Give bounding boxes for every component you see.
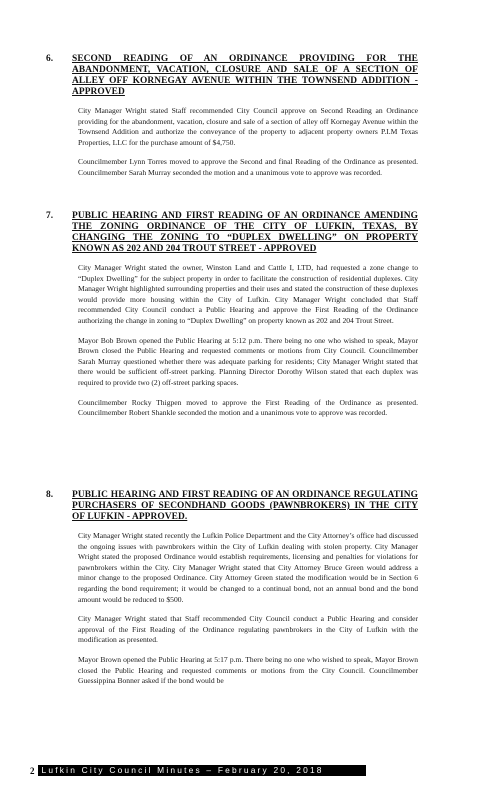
item-paragraph: City Manager Wright stated the owner, Winston Land and Cattle I, LTD, had requested a zone change to “Duplex Dwelling” for the subject property in order to facilitate the construction of residential duplexes. City Manager Wright highlighted surrounding properties and their uses and stated the construction of these duplexes would provide more housing within the City of Lufkin. City Manager Wright concluded that Staff recommended City Council conduct a Public Hearing and approve the First Reading of the Ordinance authorizing the change in zoning to “Duplex Dwelling” on property known as 202 and 204 Trout Street. [78, 263, 418, 325]
item-paragraph: Mayor Brown opened the Public Hearing at 5:17 p.m. There being no one who wished to speak, Mayor Brown closed the Public Hearing and requested comments or motions from the City Council. Councilmember Guessippina Bonner asked if the bond would be [78, 654, 418, 686]
item-paragraph: Mayor Bob Brown opened the Public Hearing at 5:12 p.m. There being no one who wished to speak, Mayor Brown closed the Public Hearing and requested comments or motions from City Council. Councilmember Sarah Murray questioned whether there was adequate parking for residents; City Manager Wright stated that there would be sufficient off-street parking. Planning Director Dorothy Wilson stated that each duplex was required to provide two (2) off-street parking spaces. [78, 335, 418, 387]
item-paragraph: Councilmember Rocky Thigpen moved to approve the First Reading of the Ordinance as presented. Councilmember Robert Shankle seconded the motion and a unanimous vote to approve was recorded. [78, 397, 418, 418]
agenda-item-6 [46, 54, 418, 188]
item-paragraph: Councilmember Lynn Torres moved to approve the Second and final Reading of the Ordinance as presented. Councilmember Sarah Murray seconded the motion and a unanimous vote to approve was recorded. [78, 157, 418, 177]
item-heading: PUBLIC HEARING AND FIRST READING OF AN ORDINANCE REGULATING PURCHASERS OF SECONDHAND GOODS (PAWNBROKERS) IN THE CITY OF LUFKIN - APPROVED. [72, 490, 418, 522]
item-paragraph: City Manager Wright stated Staff recommended City Council approve on Second Reading an Ordinance providing for the abandonment, vacation, closure and sale of a section of alley off Kornegay Avenue within the Townsend Addition and authorize the conveyance of the property to adjacent property owners P.I.M Texas Properties, LLC for the purchase amount of $4,750. [78, 106, 418, 147]
item-number: 6. [46, 54, 54, 64]
item-heading: PUBLIC HEARING AND FIRST READING OF AN ORDINANCE AMENDING THE ZONING ORDINANCE OF THE CITY OF LUFKIN, TEXAS, BY CHANGING THE ZONING TO “DUPLEX DWELLING” ON PROPERTY KNOWN AS 202 AND 204 TROUT STREET - APPROVED [72, 211, 418, 254]
footer-title-bar: Lufkin City Council Minutes – February 20, 2018 [38, 765, 366, 776]
item-heading: SECOND READING OF AN ORDINANCE PROVIDING FOR THE ABANDONMENT, VACATION, CLOSURE AND SALE OF A SECTION OF ALLEY OFF KORNEGAY AVENUE WITHIN THE TOWNSEND ADDITION - APPROVED [72, 54, 418, 97]
agenda-item-8 [46, 490, 418, 696]
item-paragraph: City Manager Wright stated that Staff recommended City Council conduct a Public Hearing and consider approval of the First Reading of the Ordinance regulating pawnbrokers in the City of Lufkin with the modification as presented. [78, 614, 418, 645]
item-number: 8. [46, 490, 54, 500]
page-footer [30, 765, 366, 776]
item-number: 7. [46, 211, 54, 221]
item-paragraph: City Manager Wright stated recently the Lufkin Police Department and the City Attorney’s office had discussed the ongoing issues with pawnbrokers within the City of Lufkin dealing with stolen property. City Manager Wright stated the proposed Ordinance would establish requirements, licensing and penalties for violations for pawnbrokers within the City. City Manager Wright stated that City Attorney Bruce Green would address a minor change to the proposed Ordinance. City Attorney Green stated the modification would be in Section 6 regarding the bond requirement; it would be changed to a continual bond, not an annual bond and the bond amount would be reduced to $500. [78, 531, 418, 604]
agenda-item-7 [46, 211, 418, 428]
page-number: 2 [30, 765, 35, 776]
